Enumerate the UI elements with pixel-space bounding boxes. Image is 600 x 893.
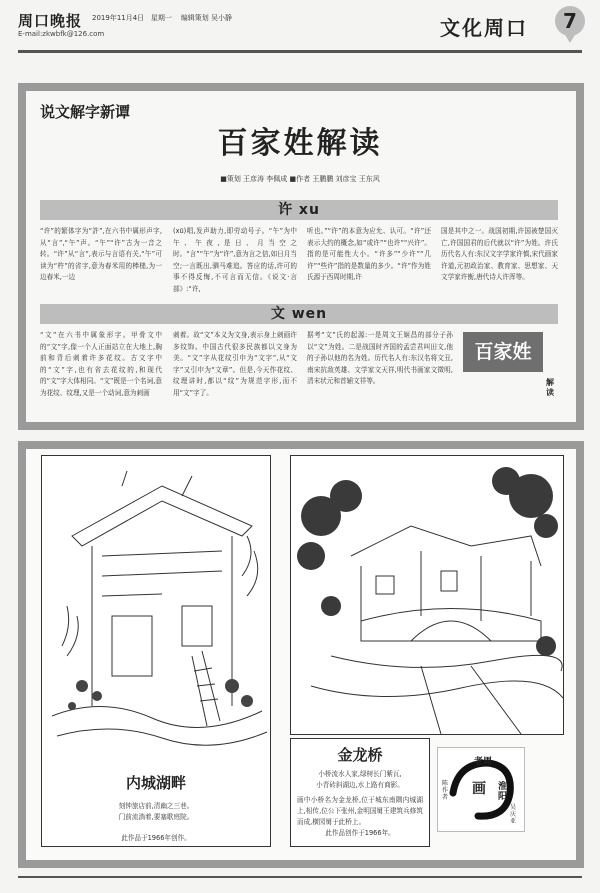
article-title: 百家姓解读 bbox=[217, 126, 383, 161]
column-title: 说文解字新谭 bbox=[40, 103, 131, 121]
bridge-sketch-image bbox=[291, 456, 563, 734]
baijiaxing-logo-side: 解读 bbox=[546, 378, 554, 397]
footer-rule bbox=[18, 876, 582, 878]
xu-column-3: 听也。”“许”的本意为应允、认可。“许”还表示大约的概念,如“或许”“也许”“兴许”。指的是可能性大小。“许多”“少许”“几许”“些许”指的是数量的多少。“许”作为姓氏源于西周时期,许 bbox=[307, 227, 431, 281]
seal-top-text: 老周 bbox=[474, 757, 493, 767]
section-heading-xu: 许 xu bbox=[40, 200, 558, 220]
seal-center-text: 画 bbox=[472, 781, 486, 797]
xu-column-1: “许”的繁体字为“許”,在六书中属形声字,从“言”,“午”声。“午”“许”古为一音之转。“许”从“言”,表示与言语有关,“午”可读为“杵”的省字,意为春米用的棒槌,为一边春米,一边 bbox=[40, 227, 162, 281]
sketch-left-poem-line-2: 门前流淌着,要塞歌庭院。 bbox=[118, 813, 194, 821]
section-heading-wen: 文 wen bbox=[40, 304, 558, 324]
contact-email: E-mail:zkwbfk@126.com bbox=[18, 30, 105, 38]
sketch-right-note: 此作品创作于1966年。 bbox=[325, 829, 395, 837]
baijiaxing-logo: 百家姓 bbox=[463, 332, 543, 372]
wen-column-3: 据考“文”氏的起源:一是周文王姬昌的部分子孙以“文”为姓。二是战国时齐国的孟尝君叫田文,他的子孙以他的名为姓。历代名人有:东汉名将文丑,南宋抗敌英雄、文学家文天祥,明代书画家文徵明,清末状元和首辅文祥等。 bbox=[307, 331, 453, 385]
page-number-badge: 7 bbox=[555, 6, 585, 36]
issue-date: 2019年11月4日 bbox=[92, 14, 145, 22]
xu-column-2: (xū)唱,发声助力,即劳动号子。“午”为中午、午夜,是日、月当空之时。“言”“午”为“许”,意为言之信,如日月当空;一言既出,驷马难追。答应的话,许可的事不得反悔,不可言而无信。《说文·言部》:“许, bbox=[173, 227, 297, 293]
newspaper-logo: 周口晚报 bbox=[18, 12, 83, 30]
sketch-left-poem-line-1: 刻钟旅店前,清幽之三巷。 bbox=[118, 802, 194, 810]
seal-author-name: 吴庆亚 bbox=[510, 804, 517, 825]
house-sketch-image bbox=[42, 456, 270, 756]
issue-weekday: 星期一 bbox=[150, 14, 172, 22]
wen-column-2: 刺着。故“文”本义为文身,表示身上刺画许多纹饰。中国古代很多民族都以文身为美。“文”字从花纹引申为“文字”,从“文字”又引申为“文章”。但是,今天作花纹、纹理讲时,都以“纹”为规范字形,而不用“文”字了。 bbox=[173, 331, 297, 397]
wen-column-1: “文”在六书中属象形字。甲骨文中的“文”字,像一个人正面站立在大地上,胸前和背后刺着许多花纹。古文字中的“文”字,也有省去花纹的,和现代的“文”字大体相同。“文”既是一个名词,意为花纹、纹理,又是一个动词,意为刺画 bbox=[40, 331, 162, 397]
sketch-left-note: 此作品于1966年创作。 bbox=[121, 834, 191, 842]
sketch-right-title: 金龙桥 bbox=[337, 746, 383, 764]
artist-seal bbox=[437, 747, 525, 832]
sketch-left-title: 内城湖畔 bbox=[125, 774, 186, 792]
section-title: 文化周口 bbox=[440, 16, 528, 40]
sketch-right-caption-card bbox=[290, 738, 430, 847]
seal-author-label: 陈作者 bbox=[442, 780, 449, 801]
issue-editor: 编辑策划 吴小静 bbox=[180, 14, 233, 22]
sketch-neichenghupan-card bbox=[41, 455, 271, 847]
issue-meta bbox=[92, 13, 232, 23]
seal-right-text: 淮阳 bbox=[498, 782, 508, 802]
article-byline: ■策划 王彦涛 李佩成 ■作者 王鹏鹏 刘彦宝 王东风 bbox=[220, 175, 380, 183]
xu-column-4: 国是其中之一。战国初期,许国被楚国灭亡,许国国君的后代就以“许”为姓。许氏历代名人有:东汉文字学家许慎,宋代画家许道,元初政治家、教育家、思想家、天文学家许衡,唐代诗人许浑等。 bbox=[441, 227, 558, 281]
sketch-right-description: 画中小桥名为金龙桥,位于城东南隅内城湖上,相传,位公下张州,金明国舅王建筑兵修筑而成,横园舅于此桥上。 bbox=[297, 796, 423, 826]
sketch-right-poem-line-1: 小桥流水人家,绿树长门紫瓦, bbox=[318, 770, 402, 778]
masthead-rule bbox=[18, 50, 582, 53]
sketch-jinlongqiao-image bbox=[290, 455, 564, 735]
sketch-right-poem-line-2: 小青砖斜湖边,水上路有商影。 bbox=[316, 781, 404, 789]
